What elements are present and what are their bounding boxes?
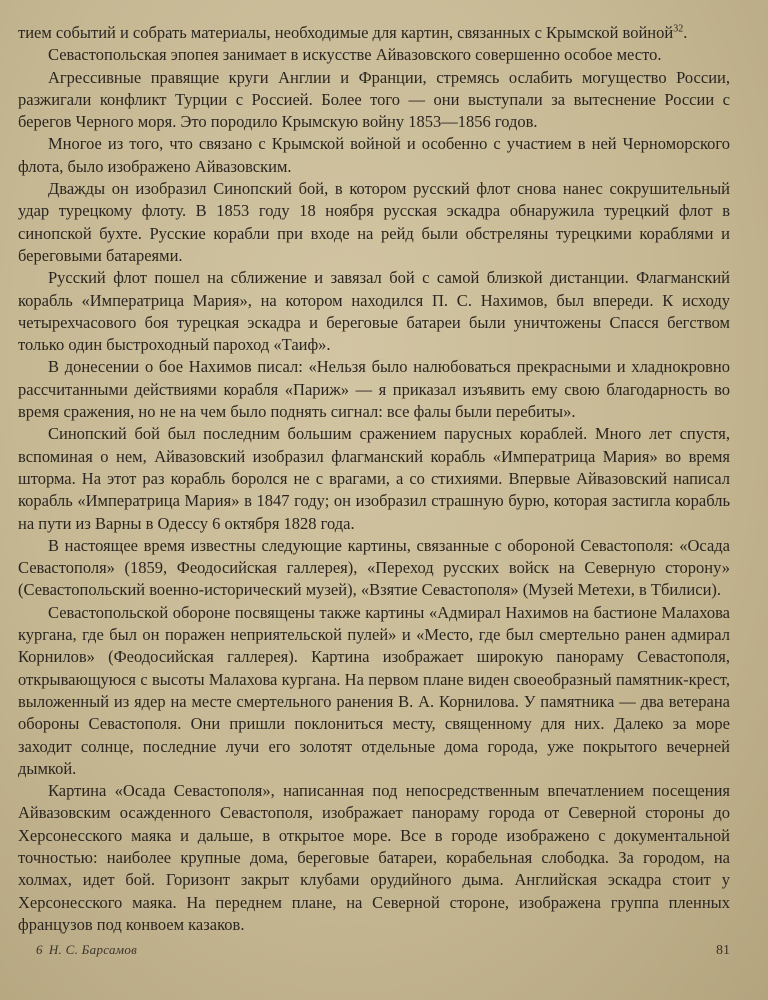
- paragraph-4: Многое из того, что связано с Крымской войной и особенно с участием в ней Черноморского флота, было изображено Айвазовским.: [18, 134, 730, 176]
- paragraph-7: В донесении о бое Нахимов писал: «Нельзя было налюбоваться прекрасными и хладнокровно рассчитанными действиями корабля «Париж» — я приказал изъявить ему свою благодарность во время сражения, но не на чем было поднять сигнал: все фалы были перебиты».: [18, 357, 730, 422]
- page-footer: [36, 942, 730, 959]
- paragraph-9: В настоящее время известны следующие картины, связанные с обороной Севастополя: «Осада Севастополя» (1859, Феодосийская галлерея), «Переход русских войск на Северную сторону» (Севастопольский военно-исторический музей), «Взятие Севастополя» (Музей Метехи, в Тбилиси).: [18, 535, 730, 600]
- paragraph-6: Русский флот пошел на сближение и завязал бой с самой близкой дистанции. Флагманский корабль «Императрица Мария», на котором находился П. С. Нахимов, был впереди. К исходу четырехчасового боя турецкая эскадра и береговые батареи были уничтожены Спасся бегством только один быстроходный пароход «Таиф».: [18, 268, 730, 355]
- paragraph-5: Дважды он изобразил Синопский бой, в котором русский флот снова нанес сокрушительный удар турецкому флоту. В 1853 году 18 ноября русская эскадра обнаружила турецкий флот в синопской бухте. Русские корабли при входе на рейд были обстреляны турецкими кораблями и береговыми батареями.: [18, 179, 730, 265]
- paragraph-8: Синопский бой был последним большим сражением парусных кораблей. Много лет спустя, вспоминая о нем, Айвазовский изобразил флагманский корабль «Императрица Мария» во время шторма. На этот раз корабль боролся не с врагами, а со стихиями. Впервые Айвазовский написал корабль «Императрица Мария» в 1847 году; он изобразил страшную бурю, которая застигла корабль на пути из Варны в Одессу 6 октября 1828 года.: [18, 424, 730, 533]
- paragraph-1: [18, 22, 730, 44]
- signature-author: Н. С. Барсамов: [48, 942, 138, 957]
- footnote-ref: 32: [673, 23, 684, 35]
- page-number: 81: [716, 943, 730, 958]
- paragraph-2: Севастопольская эпопея занимает в искусстве Айвазовского совершенно особое место.: [48, 45, 662, 65]
- body-text: [18, 22, 730, 936]
- paragraph-1-end: .: [683, 23, 688, 42]
- signature-credit: [36, 942, 137, 958]
- paragraph-11: Картина «Осада Севастополя», написанная под непосредственным впечатлением посещения Айвазовским осажденного Севастополя, изображает панораму города от Северной стороны до Херсонесского маяка и дальше, в открытое море. Все в городе изображено с документальной точностью: наиболее крупные дома, береговые батареи, корабельная слободка. За городом, на холмах, идет бой. Горизонт закрыт клубами орудийного дыма. Английская эскадра стоит у Херсонесского маяка. На переднем плане, на Северной стороне, изображена группа пленных французов под конвоем казаков.: [18, 781, 730, 934]
- paragraph-10: Севастопольской обороне посвящены также картины «Адмирал Нахимов на бастионе Малахова кургана, где был он поражен неприятельской пулей» и «Место, где был смертельно ранен адмирал Корнилов» (Феодосийская галлерея). Картина изображает широкую панораму Севастополя, открывающуюся с высоты Малахова кургана. На первом плане виден своеобразный памятник-крест, выложенный из ядер на месте смертельного ранения В. А. Корнилова. У памятника — два ветерана обороны Севастополя. Они пришли поклониться месту, священному для них. Далеко за море заходит солнце, последние лучи его золотят отдельные дома города, уже покрытого вечерней дымкой.: [18, 602, 730, 778]
- paragraph-1-text: тием событий и собрать материалы, необходимые для картин, связанных с Крымской войной: [18, 23, 674, 42]
- paragraph-3: Агрессивные правящие круги Англии и Франции, стремясь ослабить могущество России, разжигали конфликт Турции с Россией. Более того — они выступали за вытеснение России с берегов Черного моря. Это породило Крымскую войну 1853—1856 годов.: [18, 67, 730, 132]
- signature-number: 6: [36, 942, 43, 957]
